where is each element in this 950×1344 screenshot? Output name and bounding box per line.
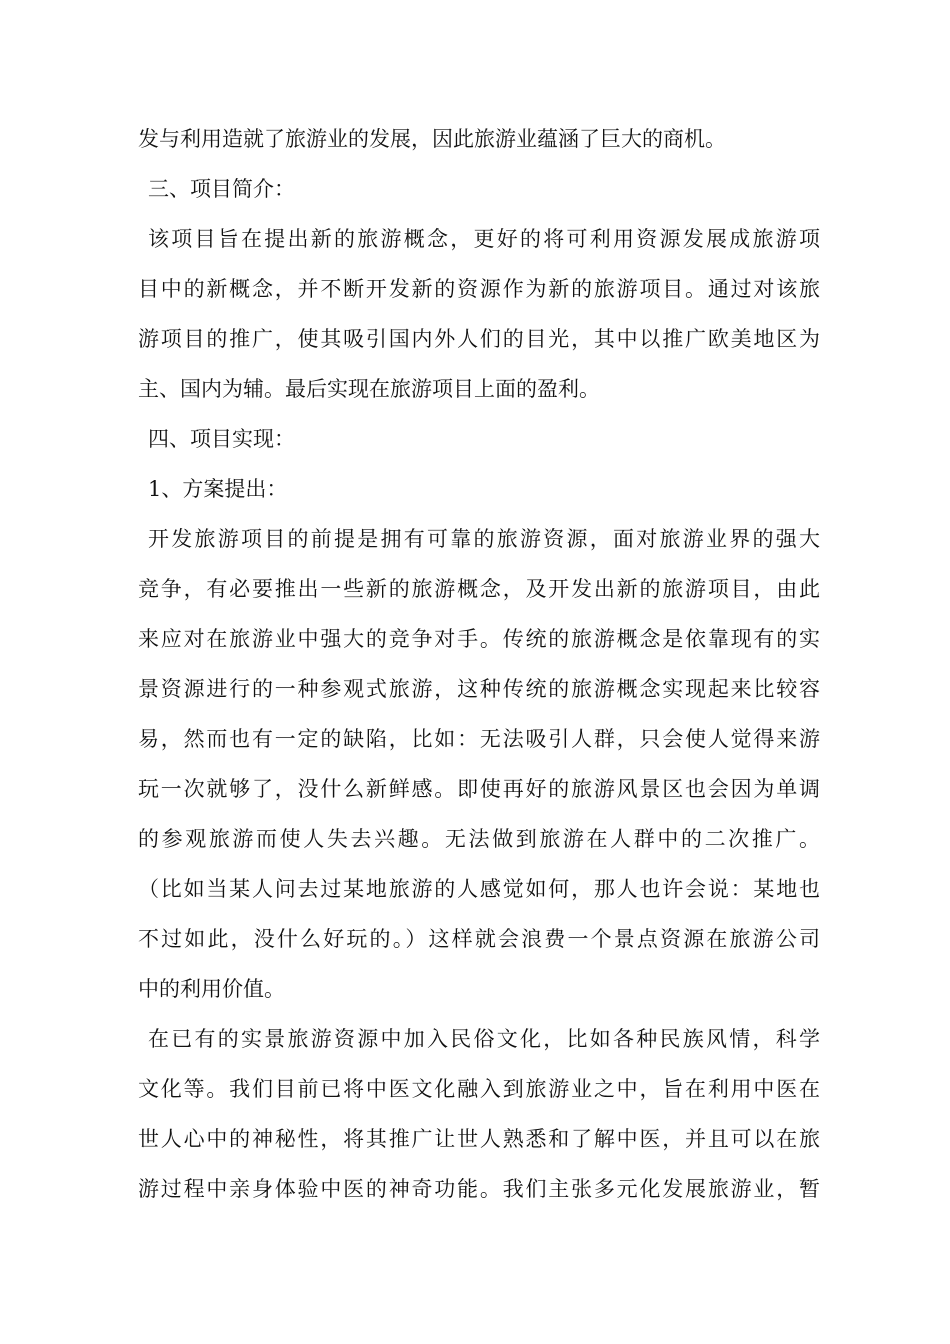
- subsection-heading-proposal: 1、方案提出：: [148, 477, 288, 501]
- text-line: 游项目的推广，使其吸引国内外人们的目光，其中以推广欧美地区为: [138, 327, 820, 351]
- text-line: 竞争，有必要推出一些新的旅游概念，及开发出新的旅游项目，由此: [138, 577, 820, 601]
- text-line: 目中的新概念，并不断开发新的资源作为新的旅游项目。通过对该旅: [138, 277, 820, 301]
- text-line: 主、国内为辅。最后实现在旅游项目上面的盈利。: [138, 377, 600, 401]
- section-heading-project-intro: 三、项目简介：: [148, 177, 295, 201]
- text-line: 该项目旨在提出新的旅游概念，更好的将可利用资源发展成旅游项: [148, 227, 820, 251]
- text-line: 来应对在旅游业中强大的竞争对手。传统的旅游概念是依靠现有的实: [138, 627, 820, 651]
- document-body: [138, 114, 820, 1214]
- text-line: 开发旅游项目的前提是拥有可靠的旅游资源，面对旅游业界的强大: [148, 527, 820, 551]
- text-line: 文化等。我们目前已将中医文化融入到旅游业之中，旨在利用中医在: [138, 1077, 820, 1101]
- text-line: 易，然而也有一定的缺陷，比如：无法吸引人群，只会使人觉得来游: [138, 727, 820, 751]
- text-line: 景资源进行的一种参观式旅游，这种传统的旅游概念实现起来比较容: [138, 677, 820, 701]
- text-line: 的参观旅游而使人失去兴趣。无法做到旅游在人群中的二次推广。: [138, 827, 820, 851]
- text-line: （比如当某人问去过某地旅游的人感觉如何，那人也许会说：某地也: [138, 877, 820, 901]
- text-line: 不过如此，没什么好玩的。）这样就会浪费一个景点资源在旅游公司: [138, 927, 820, 951]
- text-line: 游过程中亲身体验中医的神奇功能。我们主张多元化发展旅游业，暂: [138, 1177, 820, 1201]
- text-line: 在已有的实景旅游资源中加入民俗文化，比如各种民族风情，科学: [148, 1027, 820, 1051]
- section-heading-project-implementation: 四、项目实现：: [148, 427, 295, 451]
- text-line: 世人心中的神秘性，将其推广让世人熟悉和了解中医，并且可以在旅: [138, 1127, 820, 1151]
- text-line: 中的利用价值。: [138, 977, 285, 1001]
- text-line: 发与利用造就了旅游业的发展，因此旅游业蕴涵了巨大的商机。: [138, 127, 726, 151]
- text-line: 玩一次就够了，没什么新鲜感。即使再好的旅游风景区也会因为单调: [138, 777, 820, 801]
